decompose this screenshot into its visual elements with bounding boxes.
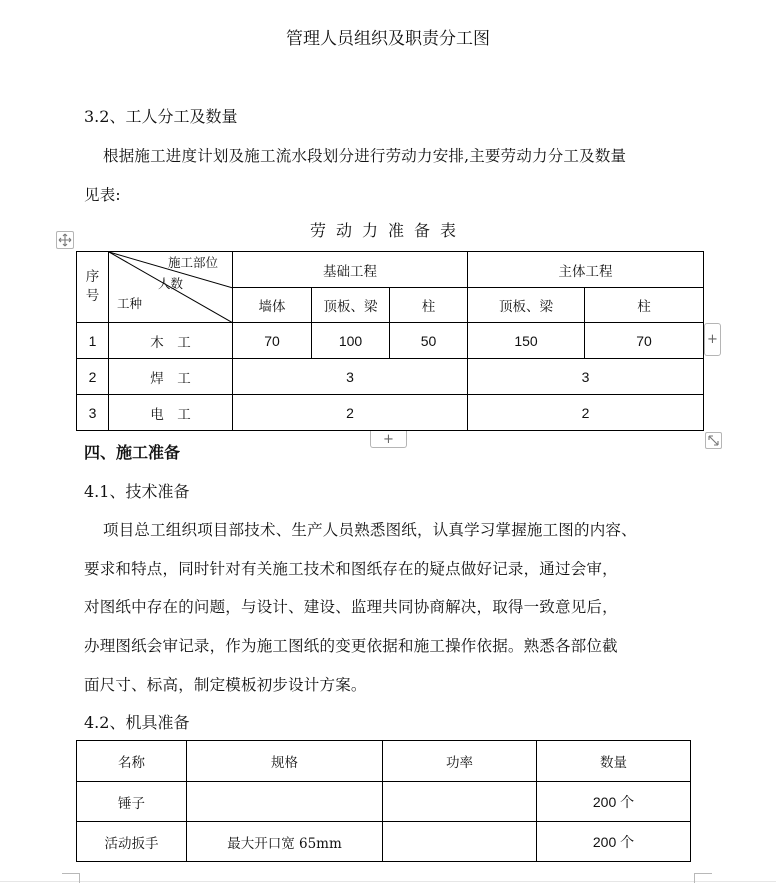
paragraph-line: 面尺寸、标高，制定模板初步设计方案。 <box>84 676 367 694</box>
cell-value-foundation: 2 <box>233 395 468 431</box>
header-spec: 规格 <box>187 741 383 782</box>
intro-paragraph-line: 根据施工进度计划及施工流水段划分进行劳动力安排,主要劳动力分工及数量 <box>103 147 627 165</box>
margin-corner-mark <box>694 873 712 874</box>
resize-icon <box>707 434 720 447</box>
cell-value: 70 <box>585 323 704 359</box>
cell-spec <box>187 782 383 822</box>
row-trade: 电 工 <box>109 395 233 431</box>
header-name: 名称 <box>77 741 187 782</box>
paragraph-line: 对图纸中存在的问题，与设计、建设、监理共同协商解决，取得一致意见后， <box>84 598 618 616</box>
header-column: 柱 <box>390 288 468 323</box>
diag-label-trade: 工种 <box>117 296 143 311</box>
add-row-button[interactable]: + <box>370 431 407 448</box>
row-seq: 1 <box>77 323 109 359</box>
cell-quantity: 200 个 <box>537 822 691 862</box>
add-column-button[interactable]: + <box>704 323 721 356</box>
header-main-structure: 主体工程 <box>468 252 704 288</box>
header-foundation: 基础工程 <box>233 252 468 288</box>
paragraph-line: 办理图纸会审记录，作为施工图纸的变更依据和施工操作依据。熟悉各部位截 <box>84 637 618 655</box>
row-seq: 2 <box>77 359 109 395</box>
header-slab-beam: 顶板、梁 <box>468 288 585 323</box>
labor-table <box>76 251 704 431</box>
page-bottom-edge <box>0 881 776 882</box>
labor-table-caption: 劳动力准备表 <box>309 221 466 240</box>
row-seq: 3 <box>77 395 109 431</box>
header-quantity: 数量 <box>537 741 691 782</box>
cell-value: 50 <box>390 323 468 359</box>
cell-quantity: 200 个 <box>537 782 691 822</box>
header-power: 功率 <box>383 741 537 782</box>
move-icon <box>58 233 72 247</box>
margin-corner-mark <box>62 873 80 874</box>
equipment-table <box>76 740 691 862</box>
header-wall: 墙体 <box>233 288 312 323</box>
paragraph-line: 要求和特点，同时针对有关施工技术和图纸存在的疑点做好记录，通过会审， <box>84 560 618 578</box>
margin-corner-mark <box>79 873 80 883</box>
row-trade: 木 工 <box>109 323 233 359</box>
section-heading-4-1: 4.1、技术准备 <box>84 482 190 501</box>
section-heading-4-2: 4.2、机具准备 <box>84 713 190 732</box>
intro-paragraph-line: 见表: <box>84 186 121 204</box>
header-slab-beam: 顶板、梁 <box>312 288 390 323</box>
header-column: 柱 <box>585 288 704 323</box>
margin-corner-mark <box>694 873 695 883</box>
diag-label-location: 施工部位 <box>168 255 219 270</box>
section-heading-4: 四、施工准备 <box>84 443 181 462</box>
cell-value: 70 <box>233 323 312 359</box>
cell-power <box>383 782 537 822</box>
cell-power <box>383 822 537 862</box>
cell-value-main: 3 <box>468 359 704 395</box>
table-resize-handle[interactable] <box>705 432 722 449</box>
cell-value: 100 <box>312 323 390 359</box>
row-trade: 焊 工 <box>109 359 233 395</box>
cell-spec: 最大开口宽 65mm <box>187 822 383 862</box>
cell-value-foundation: 3 <box>233 359 468 395</box>
section-heading-3-2: 3.2、工人分工及数量 <box>84 107 238 126</box>
cell-name: 锤子 <box>77 782 187 822</box>
paragraph-line: 项目总工组织项目部技术、生产人员熟悉图纸，认真学习掌握施工图的内容、 <box>103 521 637 539</box>
page-title: 管理人员组织及职责分工图 <box>286 29 490 49</box>
cell-name: 活动扳手 <box>77 822 187 862</box>
cell-value: 150 <box>468 323 585 359</box>
diag-label-count: 人数 <box>158 276 184 291</box>
header-seq: 序号 <box>77 252 109 323</box>
table-move-handle[interactable] <box>56 231 74 249</box>
diagonal-header-cell <box>109 252 233 323</box>
cell-value-main: 2 <box>468 395 704 431</box>
